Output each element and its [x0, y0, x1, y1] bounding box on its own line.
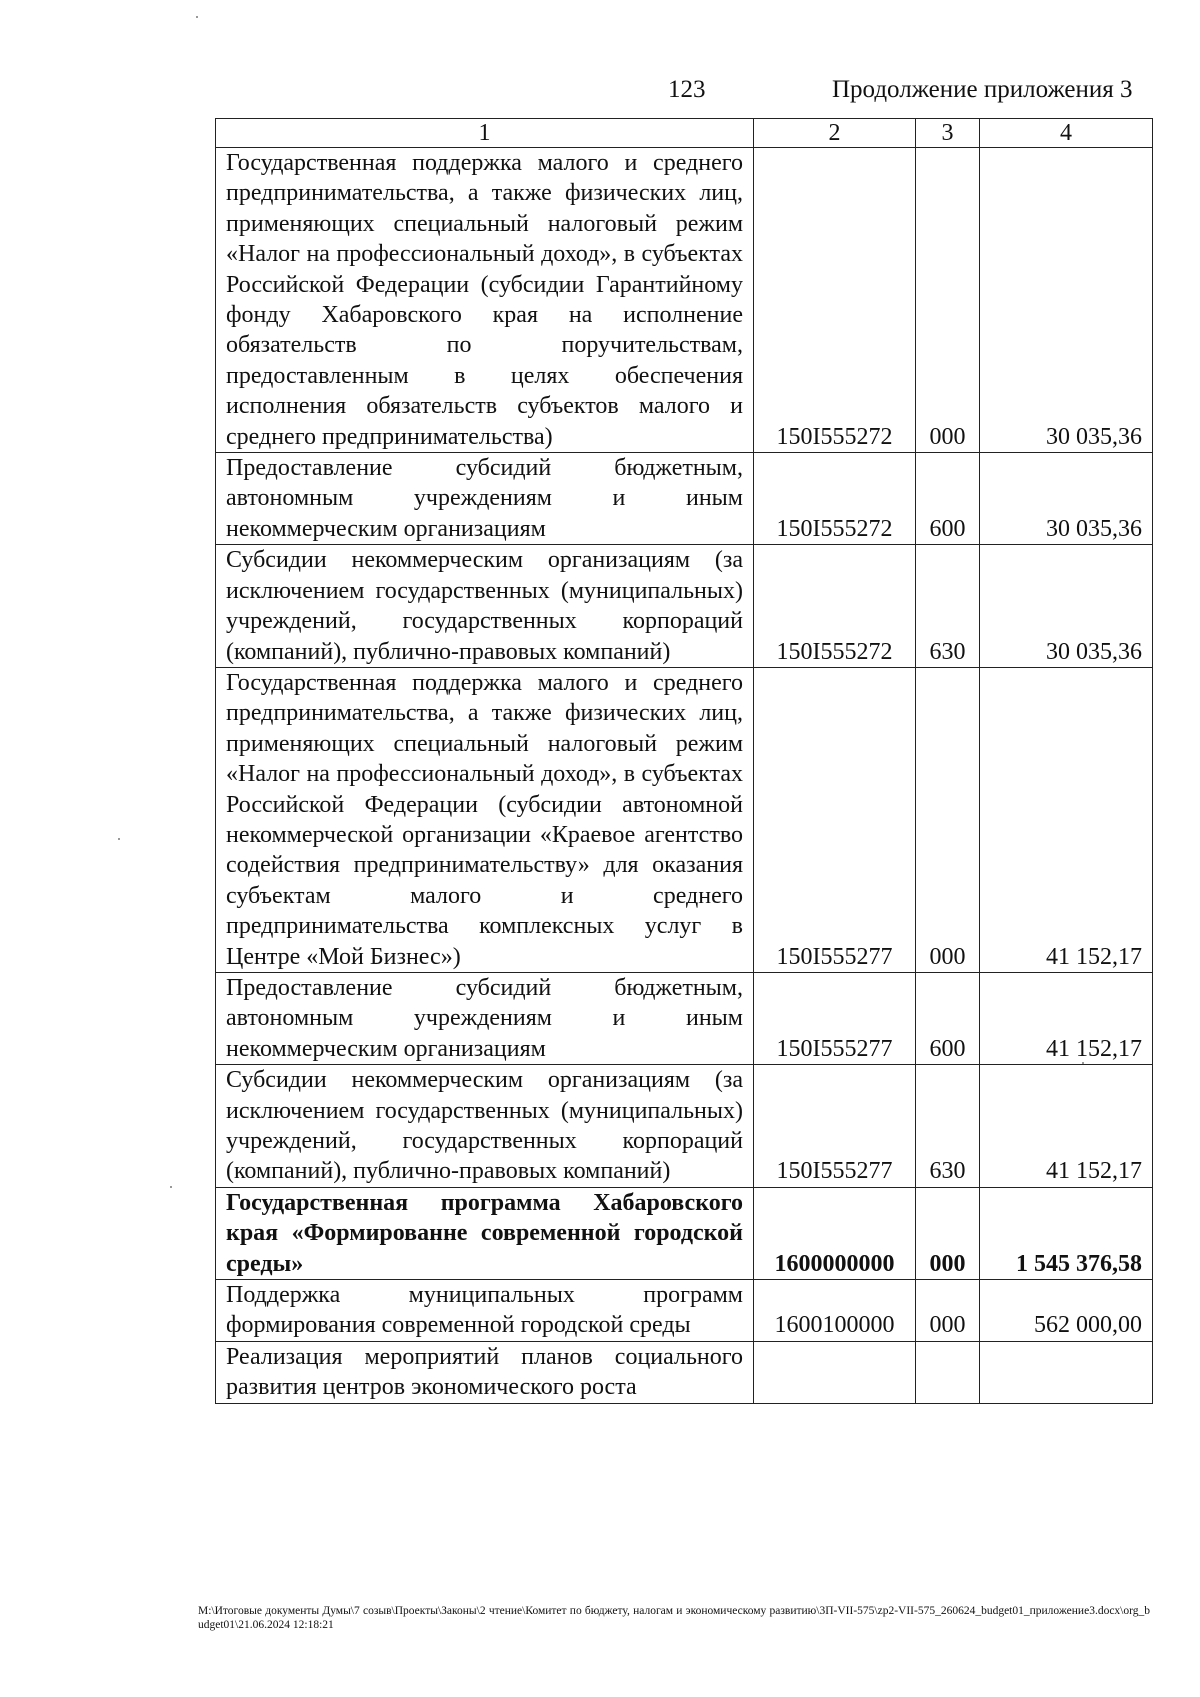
scan-speck — [1082, 1062, 1084, 1064]
row-name: Реализация мероприятий планов социального развития центров экономического роста — [216, 1341, 754, 1403]
row-target-code: 150I555272 — [754, 453, 916, 545]
table-row — [216, 148, 1153, 453]
row-expense-type: 600 — [916, 453, 980, 545]
row-expense-type: 000 — [916, 1280, 980, 1342]
row-expense-type: 000 — [916, 667, 980, 972]
scan-speck — [118, 838, 120, 840]
page-number: 123 — [668, 76, 706, 103]
row-amount: 30 035,36 — [980, 453, 1153, 545]
table-header-row — [216, 119, 1153, 148]
row-name: Государственная программа Хабаровского края «Формированне современной городской среды» — [216, 1187, 754, 1279]
column-header: 1 — [216, 119, 754, 148]
column-header: 3 — [916, 119, 980, 148]
table-row-program-total — [216, 1187, 1153, 1279]
row-amount: 562 000,00 — [980, 1280, 1153, 1342]
row-name: Предоставление субсидий бюджетным, автономным учреждениям и иным некоммерческим организациям — [216, 972, 754, 1064]
row-name: Поддержка муниципальных программ формирования современной городской среды — [216, 1280, 754, 1342]
row-name: Субсидии некоммерческим организациям (за исключением государственных (муниципальных) учреждений, государственных корпораций (компаний), публично-правовых компаний) — [216, 1065, 754, 1188]
scan-speck — [196, 16, 198, 18]
row-target-code: 150I555272 — [754, 148, 916, 453]
row-expense-type: 630 — [916, 545, 980, 668]
row-expense-type: 000 — [916, 148, 980, 453]
row-amount: 1 545 376,58 — [980, 1187, 1153, 1279]
row-target-code: 150I555272 — [754, 545, 916, 668]
row-target-code — [754, 1341, 916, 1403]
table-row — [216, 1280, 1153, 1342]
table-row — [216, 453, 1153, 545]
table-row — [216, 972, 1153, 1064]
row-amount: 30 035,36 — [980, 148, 1153, 453]
row-target-code: 150I555277 — [754, 972, 916, 1064]
appendix-continuation-label: Продолжение приложения 3 — [832, 76, 1133, 103]
row-target-code: 1600000000 — [754, 1187, 916, 1279]
row-expense-type: 630 — [916, 1065, 980, 1188]
row-expense-type — [916, 1341, 980, 1403]
budget-table — [215, 118, 1153, 1404]
scan-speck — [170, 1186, 172, 1188]
table-row — [216, 667, 1153, 972]
row-amount: 30 035,36 — [980, 545, 1153, 668]
row-expense-type: 000 — [916, 1187, 980, 1279]
column-header: 2 — [754, 119, 916, 148]
row-amount — [980, 1341, 1153, 1403]
row-target-code: 150I555277 — [754, 1065, 916, 1188]
row-target-code: 150I555277 — [754, 667, 916, 972]
row-name: Государственная поддержка малого и среднего предпринимательства, а также физических лиц, применяющих специальный налоговый режим «Налог на профессиональный доход», в субъектах Российской Федерации (субсидии автономной некоммерческой организации «Краевое агентство содействия предпринимательству» для оказания субъектам малого и среднего предпринимательства комплексных услуг в Центре «Мой Бизнес») — [216, 667, 754, 972]
row-amount: 41 152,17 — [980, 972, 1153, 1064]
row-amount: 41 152,17 — [980, 667, 1153, 972]
row-amount: 41 152,17 — [980, 1065, 1153, 1188]
table-row — [216, 1341, 1153, 1403]
row-name: Предоставление субсидий бюджетным, автономным учреждениям и иным некоммерческим организациям — [216, 453, 754, 545]
row-target-code: 1600100000 — [754, 1280, 916, 1342]
document-file-path: М:\Итоговые документы Думы\7 созыв\Проекты\Законы\2 чтение\Комитет по бюджету, налогам и экономическому развитию\3П-VII-575\zp2-VII-575_260624_budget01_приложение3.docx\org_budget01\21.06.2024 12:18:21 — [198, 1605, 1150, 1631]
row-name: Государственная поддержка малого и среднего предпринимательства, а также физических лиц, применяющих специальный налоговый режим «Налог на профессиональный доход», в субъектах Российской Федерации (субсидии Гарантийному фонду Хабаровского края на исполнение обязательств по поручительствам, предоставленным в целях обеспечения исполнения обязательств субъектов малого и среднего предпринимательства) — [216, 148, 754, 453]
table-row — [216, 545, 1153, 668]
column-header: 4 — [980, 119, 1153, 148]
table-row — [216, 1065, 1153, 1188]
row-expense-type: 600 — [916, 972, 980, 1064]
row-name: Субсидии некоммерческим организациям (за исключением государственных (муниципальных) учреждений, государственных корпораций (компаний), публично-правовых компаний) — [216, 545, 754, 668]
